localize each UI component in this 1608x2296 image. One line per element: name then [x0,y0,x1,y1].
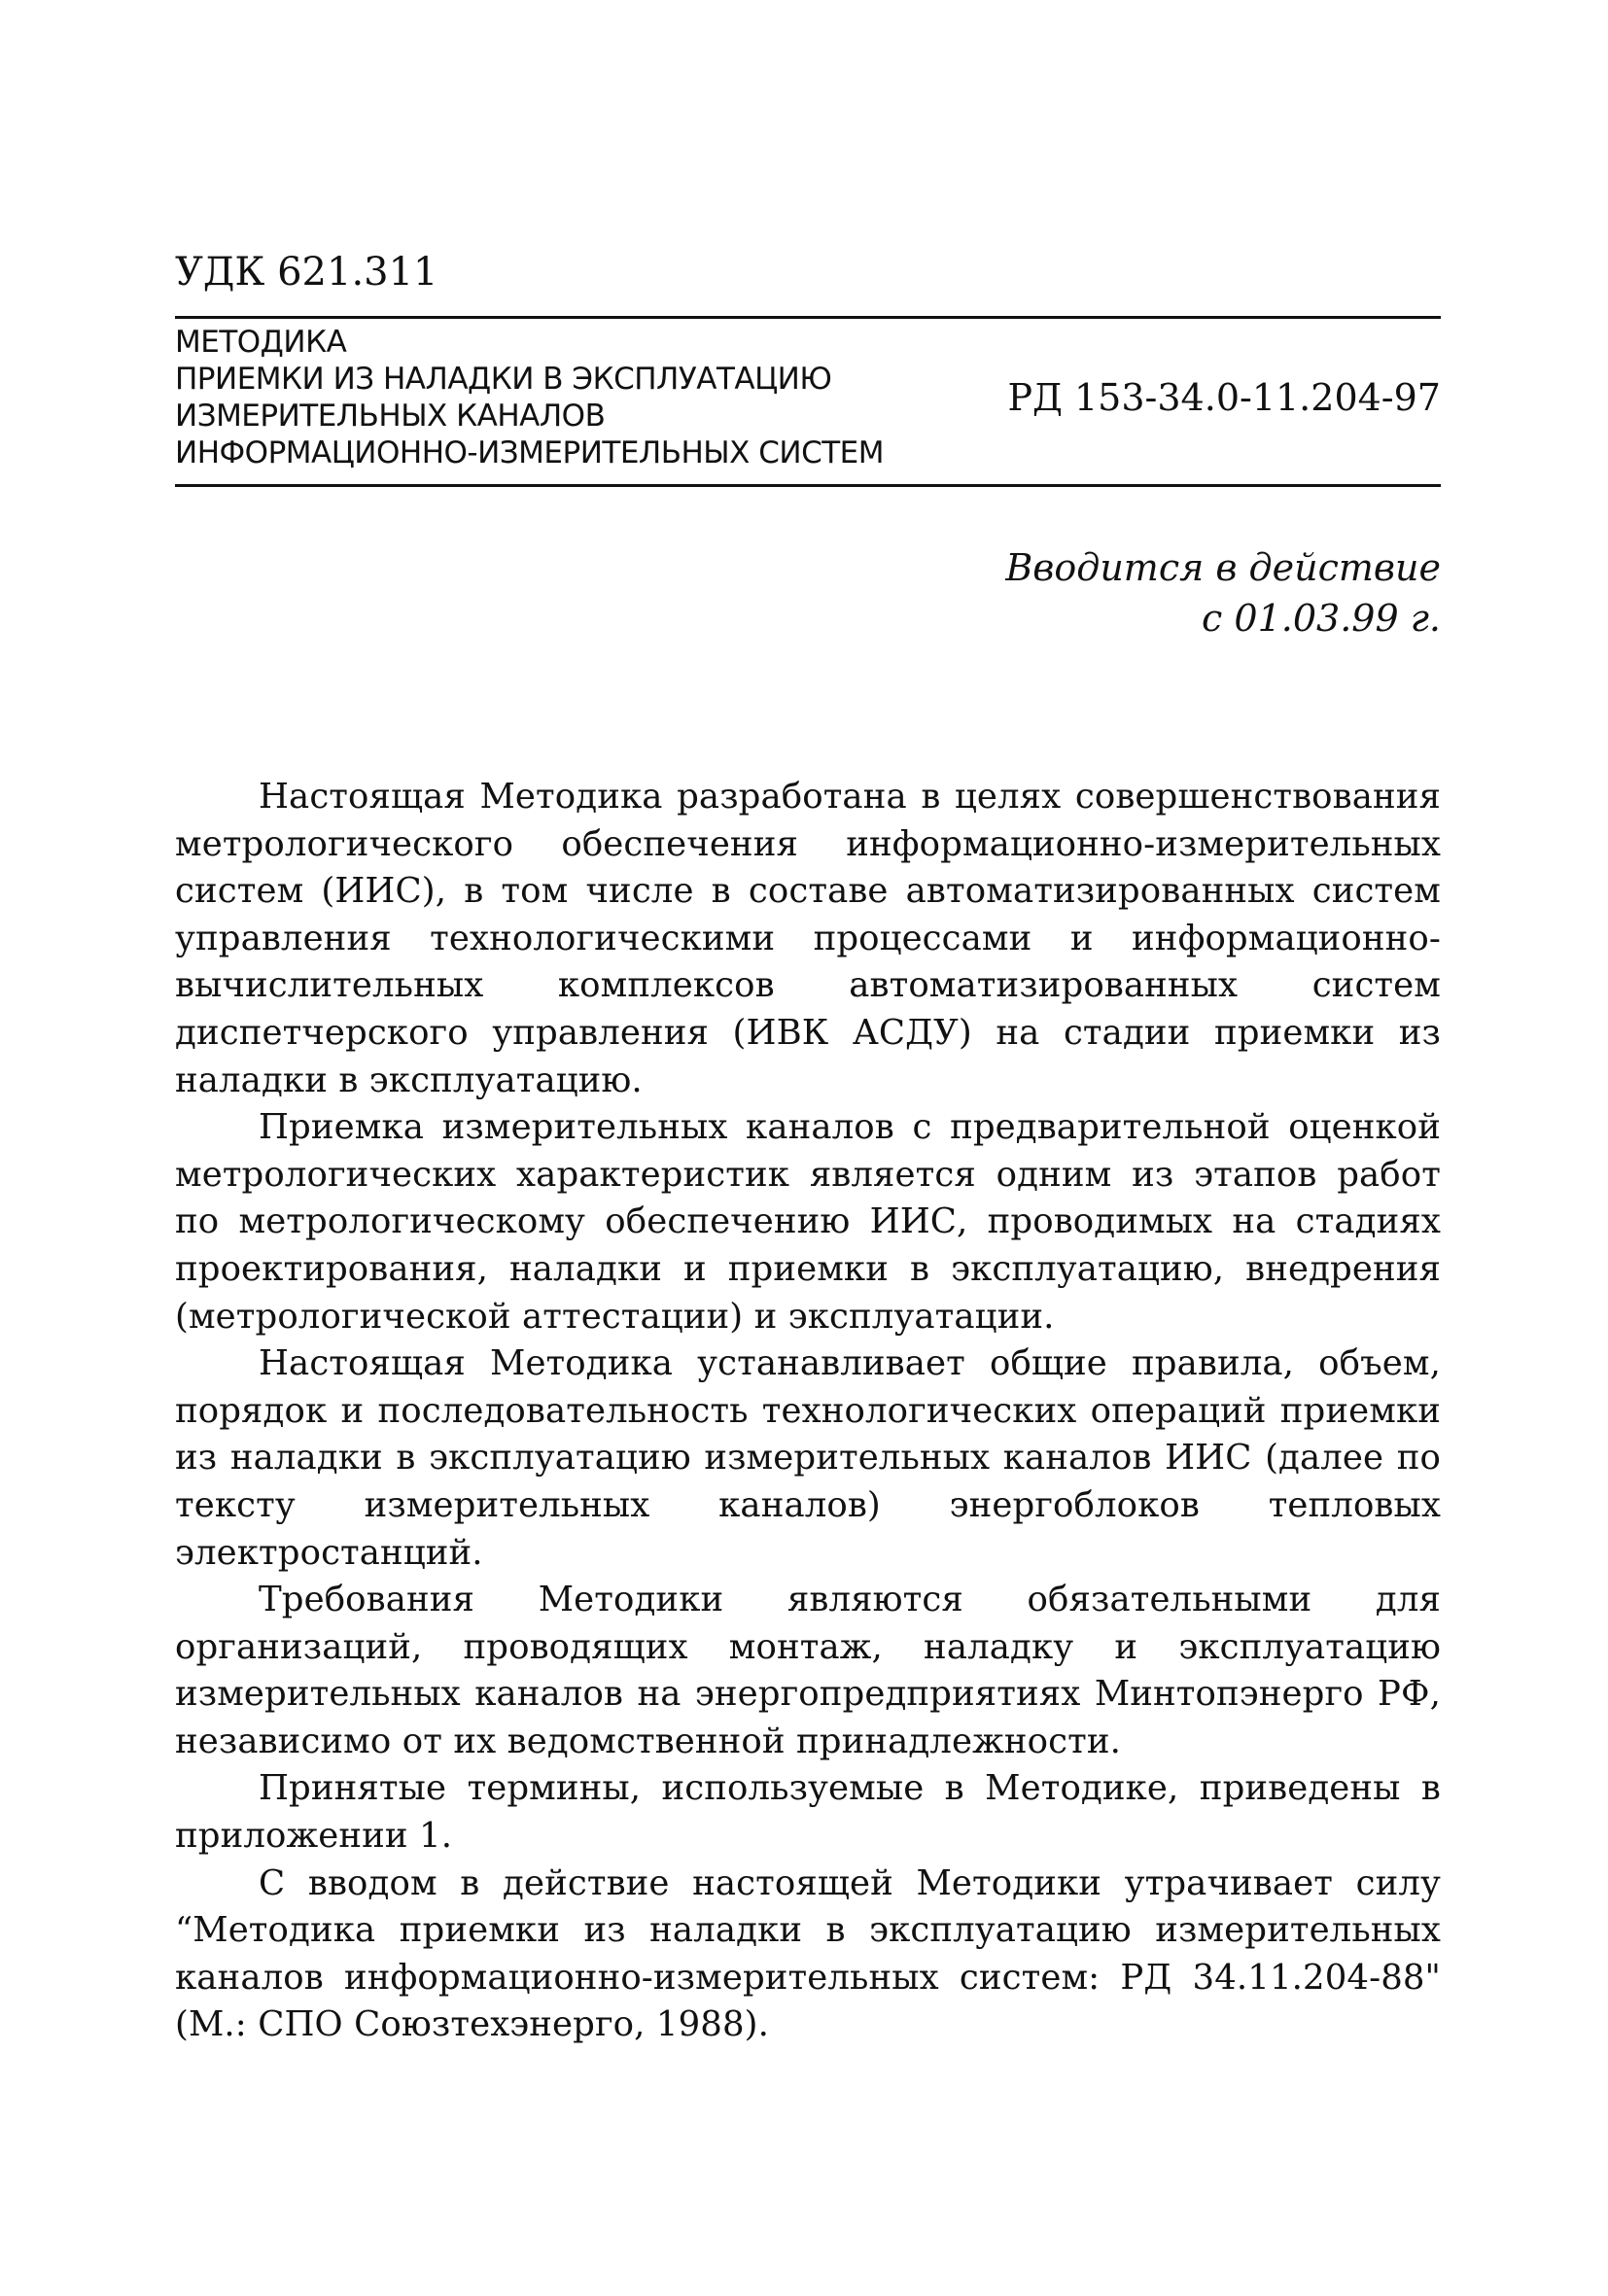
title-line: МЕТОДИКА [175,325,347,360]
document-title [175,324,982,471]
title-line: ИНФОРМАЦИОННО-ИЗМЕРИТЕЛЬНЫХ СИСТЕМ [175,435,884,470]
effective-date-note [1005,542,1441,644]
paragraph: Принятые термины, используемые в Методике, приведены в приложении 1. [175,1768,1441,1857]
effective-date: с 01.03.99 г. [1202,597,1441,640]
effective-line: Вводится в действие [1005,546,1441,589]
paragraph: С вводом в действие настоящей Методики утрачивает силу “Методика приемки из наладки в эксплуатацию измерительных каналов информационно-измерительных систем: РД 34.11.204-88" (М.: СПО Союзтехэнерго, 1988). [175,1862,1441,2045]
title-line: ПРИЕМКИ ИЗ НАЛАДКИ В ЭКСПЛУАТАЦИЮ [175,362,832,397]
paragraph: Настоящая Методика разработана в целях совершенствования метрологического обеспечения информационно-измерительных систем (ИИС), в том числе в составе автоматизированных систем управления технологическими процессами и информационно-вычислительных комплексов автоматизированных систем диспетчерского управления (ИВК АСДУ) на стадии приемки из наладки в эксплуатацию. [175,777,1441,1100]
body-text [175,774,1441,2049]
document-code: РД 153-34.0-11.204-97 [1007,376,1441,419]
paragraph: Приемка измерительных каналов с предварительной оценкой метрологических характеристик является одним из этапов работ по метрологическому обеспечению ИИС, проводимых на стадиях проектирования, наладки и приемки в эксплуатацию, внедрения (метрологической аттестации) и эксплуатации. [175,1107,1441,1337]
header-rule-bottom [175,484,1441,487]
paragraph: Настоящая Методика устанавливает общие правила, объем, порядок и последовательность технологических операций приемки из наладки в эксплуатацию измерительных каналов ИИС (далее по тексту измерительных каналов) энергоблоков тепловых электростанций. [175,1343,1441,1573]
title-line: ИЗМЕРИТЕЛЬНЫХ КАНАЛОВ [175,399,606,434]
paragraph: Требования Методики являются обязательными для организаций, проводящих монтаж, наладку и эксплуатацию измерительных каналов на энергопредприятиях Минтопэнерго РФ, независимо от их ведомственной принадлежности. [175,1580,1441,1761]
udk-code: УДК 621.311 [175,250,438,295]
header-rule-top [175,316,1441,319]
